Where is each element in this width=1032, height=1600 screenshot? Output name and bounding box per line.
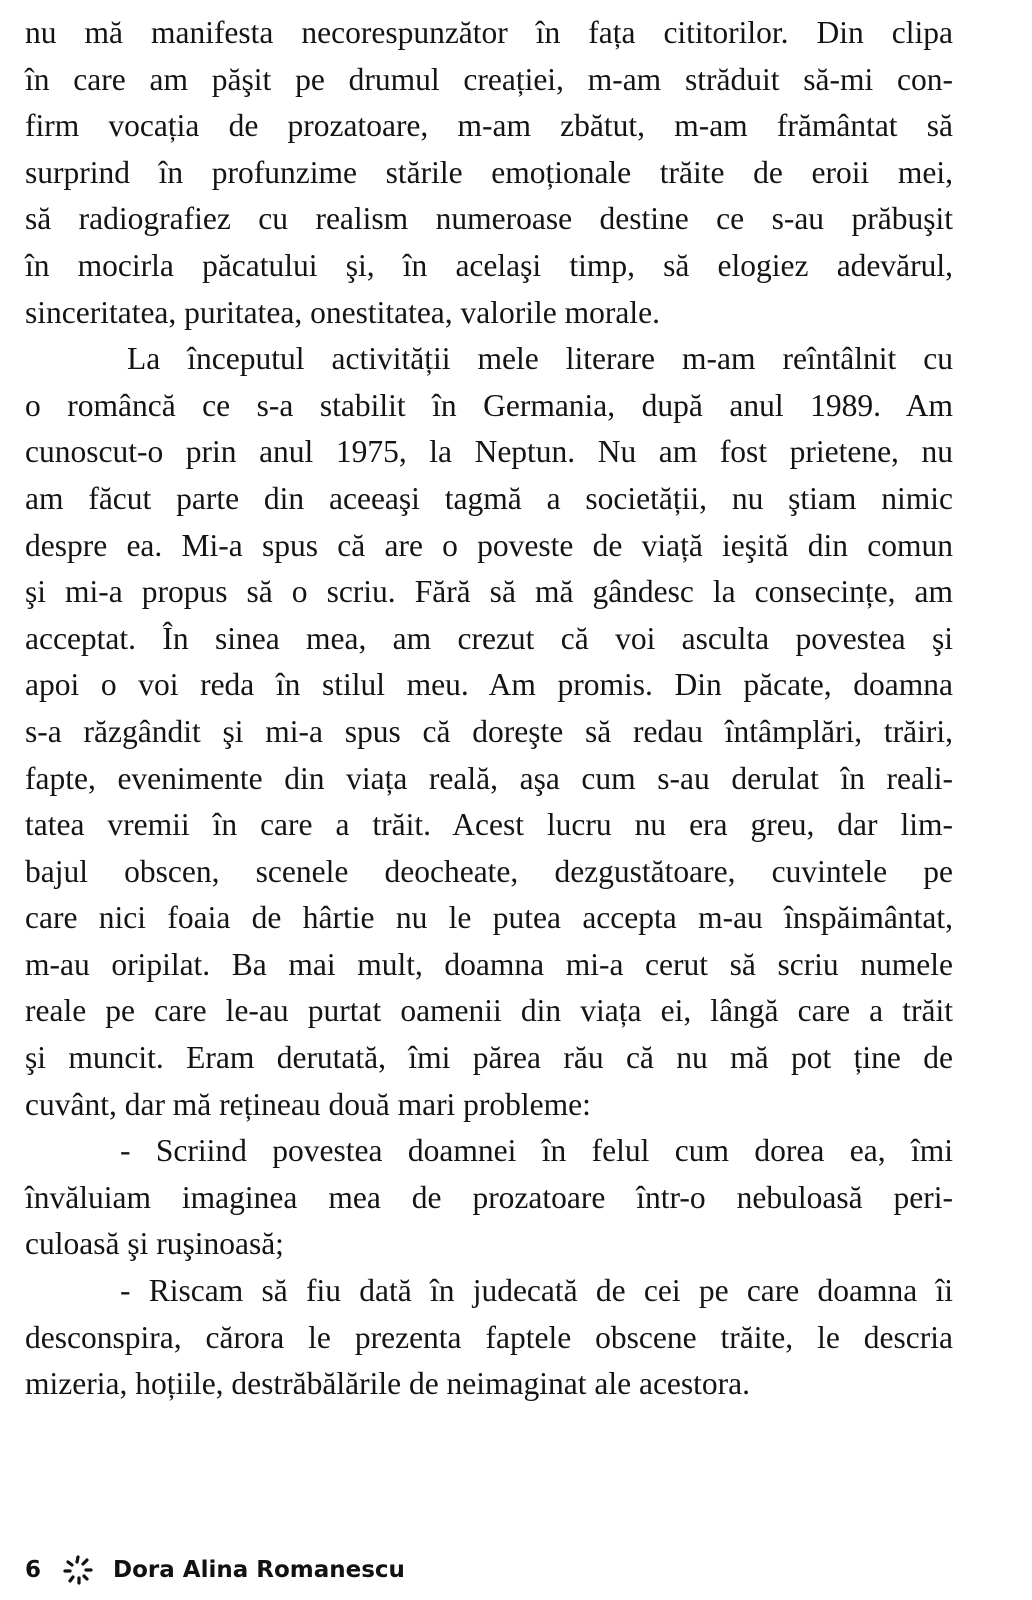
text-line: nu mă manifesta necorespunzător în fața cititorilor. Din clipa xyxy=(25,15,953,50)
text-line: învăluiam imaginea mea de prozatoare într-o nebuloasă peri- xyxy=(25,1179,953,1215)
list-item xyxy=(25,1128,953,1268)
page-footer xyxy=(25,1552,405,1588)
text-line: culoasă şi ruşinoasă; xyxy=(25,1226,284,1262)
text-line: apoi o voi reda în stilul meu. Am promis. Din păcate, doamna xyxy=(25,667,953,703)
text-line: - Riscam să fiu dată în judecată de cei pe care doamna îi xyxy=(120,1273,953,1309)
text-line: am făcut parte din aceeaşi tagmă a societății, nu ştiam nimic xyxy=(25,480,953,516)
text-line: în care am păşit pe drumul creației, m-am străduit să-mi con- xyxy=(25,61,953,97)
text-line: tatea vremii în care a trăit. Acest lucru nu era greu, dar lim- xyxy=(25,807,953,843)
text-line: desconspira, cărora le prezenta faptele obscene trăite, le descria xyxy=(25,1319,953,1355)
text-line: s-a răzgândit şi mi-a spus că doreşte să redau întâmplări, trăiri, xyxy=(25,713,953,749)
text-line: - Scriind povestea doamnei în felul cum dorea ea, îmi xyxy=(120,1133,953,1169)
text-line: mizeria, hoțiile, destrăbălările de neimaginat ale acestora. xyxy=(25,1366,751,1402)
text-line: în mocirla păcatului şi, în acelaşi timp, să elogiez adevărul, xyxy=(25,247,953,283)
text-line: sinceritatea, puritatea, onestitatea, valorile morale. xyxy=(25,294,660,330)
text-line: şi mi-a propus să o scriu. Fără să mă gândesc la consecințe, am xyxy=(25,574,953,610)
paragraph xyxy=(25,336,953,1128)
text-line: La începutul activității mele literare m-am reîntâlnit cu xyxy=(127,341,953,377)
text-line: reale pe care le-au purtat oamenii din viața ei, lângă care a trăit xyxy=(25,993,953,1029)
list-item xyxy=(25,1268,953,1408)
text-line: m-au oripilat. Ba mai mult, doamna mi-a cerut să scriu numele xyxy=(25,946,953,982)
text-line: şi muncit. Eram derutată, îmi părea rău că nu mă pot ține de xyxy=(25,1040,953,1076)
text-line: cuvânt, dar mă rețineau două mari probleme: xyxy=(25,1086,591,1122)
paragraph xyxy=(25,10,953,336)
text-line: o româncă ce s-a stabilit în Germania, după anul 1989. Am xyxy=(25,387,953,423)
author-name: Dora Alina Romanescu xyxy=(113,1557,405,1583)
page-body xyxy=(25,10,953,1408)
text-line: acceptat. În sinea mea, am crezut că voi asculta povestea şi xyxy=(25,620,953,656)
text-line: firm vocația de prozatoare, m-am zbătut, m-am frământat să xyxy=(25,108,953,144)
page-number: 6 xyxy=(25,1557,42,1583)
text-line: să radiografiez cu realism numeroase destine ce s-au prăbuşit xyxy=(25,201,953,237)
text-line: despre ea. Mi-a spus că are o poveste de viață ieşită din comun xyxy=(25,527,953,563)
text-line: care nici foaia de hârtie nu le putea accepta m-au înspăimântat, xyxy=(25,900,953,936)
text-line: bajul obscen, scenele deocheate, dezgustătoare, cuvintele pe xyxy=(25,853,953,889)
text-line: cunoscut-o prin anul 1975, la Neptun. Nu am fost prietene, nu xyxy=(25,434,953,470)
text-line: surprind în profunzime stările emoționale trăite de eroii mei, xyxy=(25,154,953,190)
text-line: fapte, evenimente din viața reală, aşa cum s-au derulat în reali- xyxy=(25,760,953,796)
sunburst-ornament-icon xyxy=(61,1553,95,1587)
